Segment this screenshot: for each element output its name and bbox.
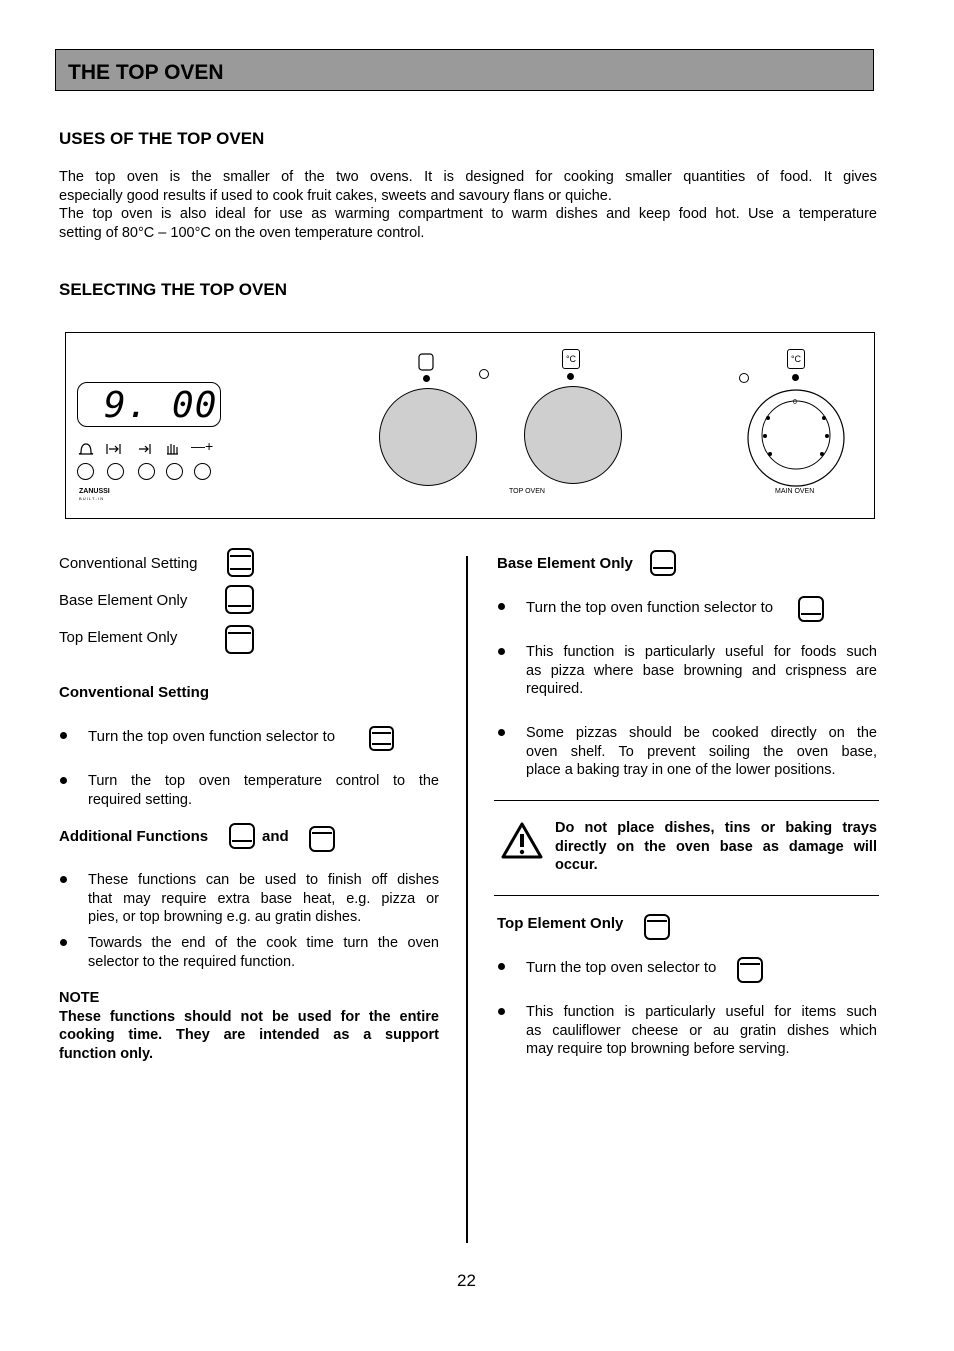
top-only-heading: Top Element Only (497, 915, 624, 932)
base-only-bullet-2 (526, 643, 877, 699)
legend-conventional-label: Conventional Setting (59, 555, 198, 572)
celsius-icon: °C (562, 349, 580, 369)
base-element-icon (798, 596, 826, 624)
top-only-bullet-2 (526, 1003, 877, 1059)
additional-heading: Additional Functions (59, 828, 209, 845)
celsius-icon: °C (787, 349, 805, 369)
base-element-icon (650, 550, 678, 578)
control-panel-diagram (65, 332, 875, 519)
uses-line: The top oven is the smaller of the two ovens. It is designed for cooking smaller quantities of food. It gives (59, 169, 877, 185)
bullet (498, 1008, 505, 1015)
bullet (60, 732, 67, 739)
bullet (498, 603, 505, 610)
additional-bullet-1 (88, 871, 439, 927)
warning-line: directly on the oven base as damage will (555, 838, 877, 855)
page-title: THE TOP OVEN (68, 61, 224, 84)
warning-bottom-rule (494, 895, 879, 896)
clock-time: 9. 00 (104, 385, 218, 426)
clock-display (77, 382, 221, 427)
note-heading: NOTE (59, 990, 100, 1006)
warning-text (555, 819, 877, 875)
uses-line: The top oven is also ideal for use as warming compartment to warm dishes and keep food hot. Use a temperature (59, 206, 877, 223)
text-line: Some pizzas should be cooked directly on the (526, 725, 877, 741)
bullet (498, 648, 505, 655)
uses-line: especially good results if used to cook fruit cakes, sweets and savoury flans or quiche. (59, 187, 612, 204)
base-element-icon (225, 585, 255, 615)
top-only-bullet-1: Turn the top oven selector to (526, 959, 717, 976)
oven-function-indicator-icon (418, 353, 434, 371)
additional-and: and (262, 828, 289, 845)
note-line: function only. (59, 1045, 153, 1062)
column-divider (466, 556, 468, 1243)
top-oven-label: TOP OVEN (509, 488, 545, 495)
uses-heading: USES OF THE TOP OVEN (59, 129, 265, 148)
text-line: required. (526, 681, 584, 698)
text-line: as pizza where base browning and crispness are (526, 662, 877, 679)
page-title-bar (55, 49, 874, 91)
bullet (498, 729, 505, 736)
note-block (59, 989, 439, 1063)
conventional-heading: Conventional Setting (59, 684, 209, 701)
end-time-button[interactable] (138, 463, 155, 480)
conventional-bullet-1: Turn the top oven function selector to (88, 728, 336, 745)
conventional-bullet-2 (88, 772, 439, 809)
page-number: 22 (457, 1271, 476, 1290)
bullet (60, 939, 67, 946)
legend-base-label: Base Element Only (59, 592, 188, 609)
note-line: These functions should not be used for the entire (59, 1008, 439, 1025)
top-element-icon (309, 826, 337, 854)
top-element-icon (737, 957, 765, 985)
text-line: This function is particularly useful for foods such (526, 644, 877, 660)
minus-plus-icon: —+ (191, 438, 214, 454)
text-line: may require top browning before serving. (526, 1041, 790, 1058)
uses-paragraph (59, 168, 877, 242)
bullet (60, 876, 67, 883)
warning-top-rule (494, 800, 879, 801)
warning-line: Do not place dishes, tins or baking trays (555, 820, 877, 836)
text-line: These functions can be used to finish off dishes (88, 872, 439, 888)
text-line: that may require extra base heat, e.g. pizza or (88, 890, 439, 907)
text-line: as cauliflower cheese or au gratin dishes which (526, 1022, 877, 1039)
top-element-icon (644, 914, 672, 942)
top-oven-function-knob[interactable] (379, 388, 477, 486)
manual-hand-icon (167, 444, 178, 454)
base-element-icon (229, 823, 257, 851)
brand-logo: ZANUSSI (79, 488, 110, 495)
text-line: This function is particularly useful for items such (526, 1004, 877, 1020)
brand-subtext: B U I L T - I N (79, 496, 104, 501)
indicator-dot (792, 374, 799, 381)
warning-triangle-icon (501, 822, 543, 860)
text-line: required setting. (88, 791, 192, 808)
text-line: oven shelf. To prevent soiling the oven base, (526, 743, 877, 760)
base-only-bullet-3 (526, 724, 877, 780)
conventional-setting-icon (227, 548, 255, 578)
indicator-dot (567, 373, 574, 380)
bell-button[interactable] (77, 463, 94, 480)
neon-light (479, 369, 489, 379)
text-line: Turn the top oven temperature control to the (88, 773, 439, 789)
base-only-bullet-1: Turn the top oven function selector to (526, 599, 774, 616)
top-oven-temperature-knob[interactable] (524, 386, 622, 484)
note-line: cooking time. They are intended as a support (59, 1027, 439, 1044)
additional-bullet-2 (88, 934, 439, 971)
main-oven-knob[interactable] (746, 388, 846, 488)
text-line: Towards the end of the cook time turn the oven (88, 935, 439, 951)
selecting-heading: SELECTING THE TOP OVEN (59, 280, 287, 299)
duration-icon (107, 444, 120, 454)
neon-light (739, 373, 749, 383)
legend-top-label: Top Element Only (59, 629, 178, 646)
main-oven-label: MAIN OVEN (775, 488, 815, 495)
indicator-dot (423, 375, 430, 382)
bell-icon (79, 444, 93, 454)
plus-minus-button[interactable] (194, 463, 211, 480)
text-line: selector to the required function. (88, 953, 296, 970)
svg-text:0: 0 (793, 399, 797, 406)
warning-line: occur. (555, 857, 598, 874)
base-only-heading: Base Element Only (497, 555, 633, 572)
text-line: place a baking tray in one of the lower positions. (526, 762, 836, 779)
uses-line: setting of 80°C – 100°C on the oven temperature control. (59, 224, 425, 241)
duration-button[interactable] (107, 463, 124, 480)
end-time-icon (139, 444, 150, 454)
conventional-setting-icon (369, 726, 395, 752)
bullet (60, 777, 67, 784)
top-element-icon (225, 625, 255, 655)
text-line: pies, or top browning e.g. au gratin dishes. (88, 909, 362, 926)
manual-button[interactable] (166, 463, 183, 480)
bullet (498, 963, 505, 970)
